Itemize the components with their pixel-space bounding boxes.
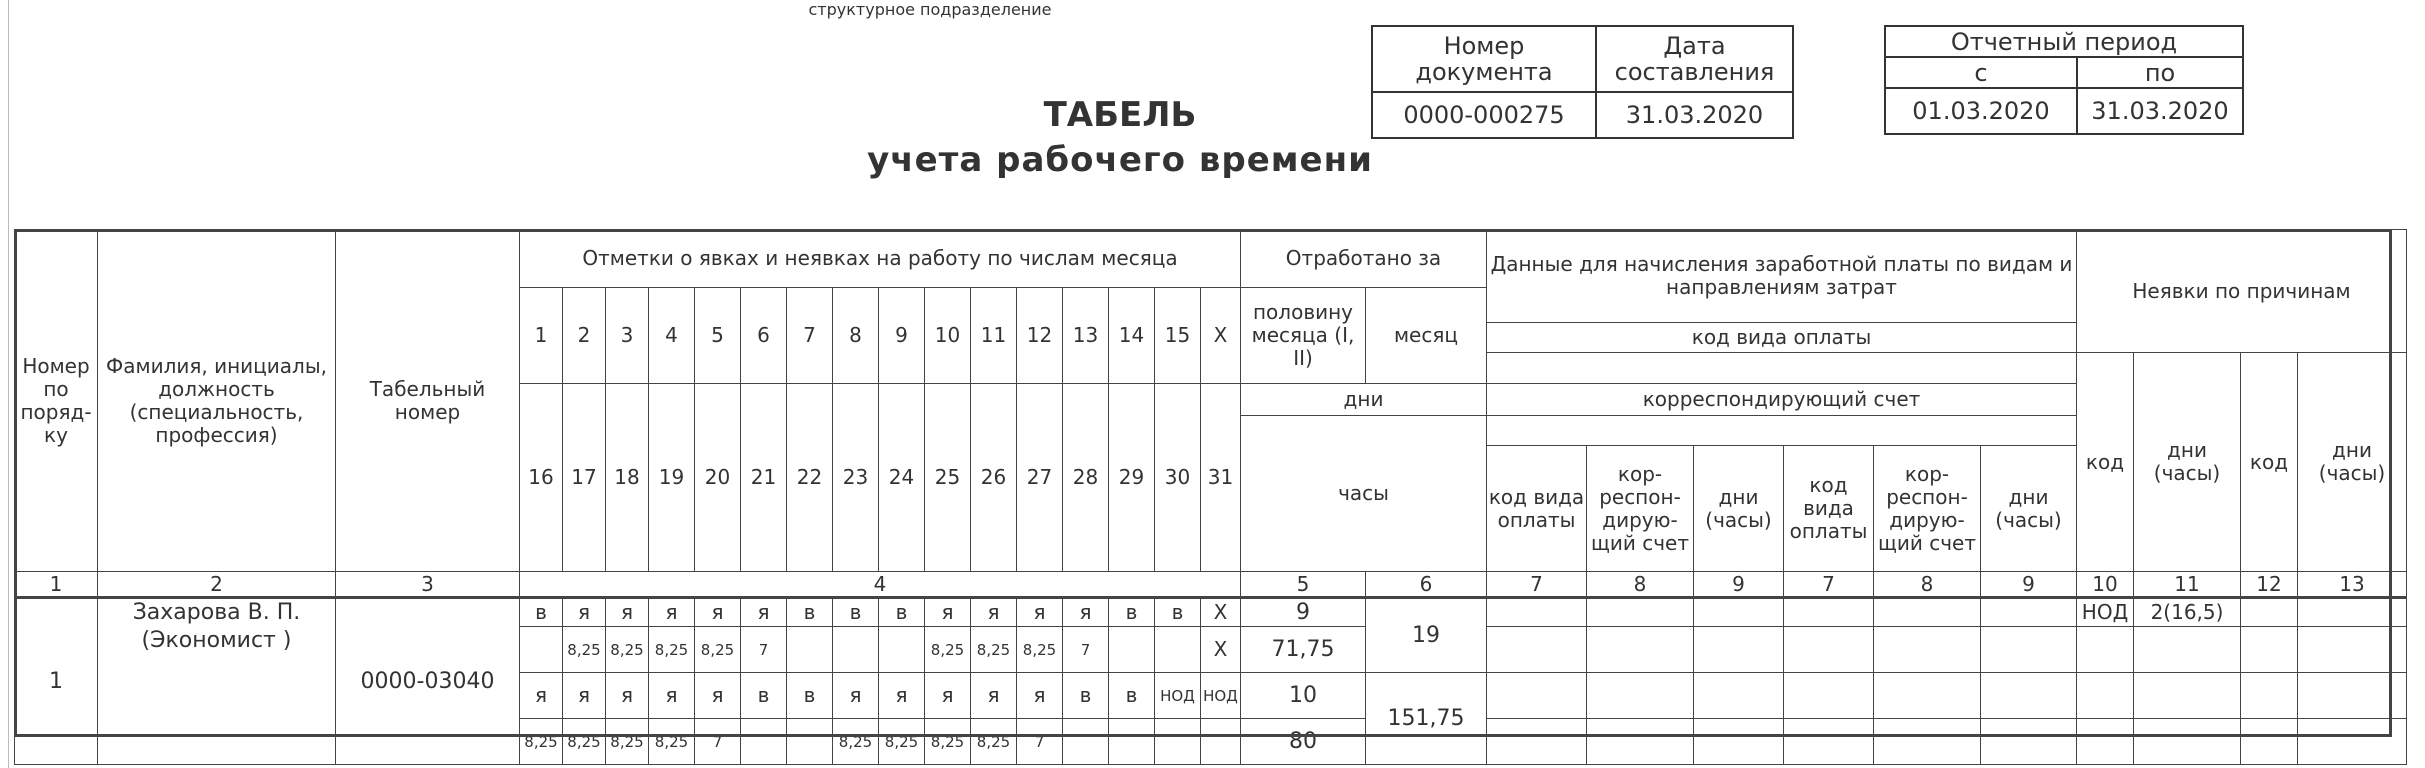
half-month-header: половину месяца (I, II) (1241, 288, 1366, 384)
col-number: 12 (2241, 572, 2298, 598)
hours-cell: 8,25 (971, 719, 1017, 765)
day-cell: 1 (520, 288, 563, 384)
day-cell: 4 (649, 288, 695, 384)
mark-cell: я (925, 673, 971, 719)
mark-cell: в (1155, 598, 1201, 627)
day-cell: 25 (925, 384, 971, 572)
hours-header: часы (1241, 416, 1487, 572)
day-cell: 12 (1017, 288, 1063, 384)
employee-position: (Экономист ) (141, 628, 292, 653)
mark-cell: в (520, 598, 563, 627)
period-box (1884, 25, 2244, 135)
pay-cell (1694, 627, 1784, 673)
pay-cell (1587, 598, 1694, 627)
mark-cell: я (520, 673, 563, 719)
mark-cell: в (787, 673, 833, 719)
page-edge-line (8, 0, 9, 768)
mark-cell: в (1109, 673, 1155, 719)
mark-cell: я (563, 598, 606, 627)
hours-cell: 7 (741, 627, 787, 673)
mark-cell: в (1063, 673, 1109, 719)
col-number: 1 (15, 572, 98, 598)
corr-account-header: корреспондирующий счет (1487, 384, 2077, 416)
day-cell: 6 (741, 288, 787, 384)
employee-index: 1 (15, 598, 98, 765)
hours-cell (879, 627, 925, 673)
pay-cell (1874, 627, 1981, 673)
absence-cell (2298, 627, 2407, 673)
mark-cell: я (971, 598, 1017, 627)
col-number: 11 (2134, 572, 2241, 598)
col-number: 7 (1487, 572, 1587, 598)
day-cell: 17 (563, 384, 606, 572)
month-hours: 151,75 (1366, 673, 1487, 765)
half2-hours: 80 (1241, 719, 1366, 765)
absence-days-value: 2(16,5) (2134, 598, 2241, 627)
hours-cell (1109, 627, 1155, 673)
half2-days: 10 (1241, 673, 1366, 719)
col-number: 8 (1874, 572, 1981, 598)
period-to-value: 31.03.2020 (2077, 88, 2243, 134)
mark-cell: я (695, 673, 741, 719)
mark-cell: я (606, 598, 649, 627)
hours-cell: 8,25 (879, 719, 925, 765)
sub-corr-header: кор-респон-дирую-щий счет (1587, 446, 1694, 572)
day-cell: 9 (879, 288, 925, 384)
pay-cell (1694, 598, 1784, 627)
pay-cell (1694, 673, 1784, 719)
absence-code-header-2: код (2241, 353, 2298, 572)
hours-cell: X (1201, 627, 1241, 673)
day-cell: 31 (1201, 384, 1241, 572)
absence-cell (2077, 719, 2134, 765)
col-number-header: Номер по поряд-ку (15, 230, 98, 572)
absence-days-header: дни (часы) (2134, 353, 2241, 572)
day-cell: 15 (1155, 288, 1201, 384)
hours-cell: 7 (1063, 627, 1109, 673)
hours-cell: 8,25 (925, 719, 971, 765)
day-cell: 8 (833, 288, 879, 384)
pay-cell (1784, 673, 1874, 719)
pay-code-header: код вида оплаты (1487, 323, 2077, 353)
col-number: 9 (1694, 572, 1784, 598)
absence-cell (2134, 719, 2241, 765)
hours-cell: 8,25 (925, 627, 971, 673)
mark-cell: я (606, 673, 649, 719)
hours-cell (833, 627, 879, 673)
col-number: 10 (2077, 572, 2134, 598)
pay-cell (1784, 627, 1874, 673)
pay-cell (1981, 598, 2077, 627)
hours-cell: 7 (695, 719, 741, 765)
day-cell: 5 (695, 288, 741, 384)
hours-cell: 8,25 (1017, 627, 1063, 673)
hours-cell (520, 627, 563, 673)
hours-cell: 7 (1017, 719, 1063, 765)
absence-cell (2077, 673, 2134, 719)
day-cell: 23 (833, 384, 879, 572)
day-cell: 20 (695, 384, 741, 572)
hours-cell: 8,25 (695, 627, 741, 673)
day-cell: 3 (606, 288, 649, 384)
hours-cell: 8,25 (520, 719, 563, 765)
mark-cell: я (741, 598, 787, 627)
mark-cell: в (1109, 598, 1155, 627)
doc-date-label: Дата составления (1596, 26, 1793, 92)
mark-cell: я (1017, 598, 1063, 627)
hours-cell (1109, 719, 1155, 765)
hours-cell: 8,25 (971, 627, 1017, 673)
mark-cell: я (649, 673, 695, 719)
day-cell: 13 (1063, 288, 1109, 384)
mark-cell: я (695, 598, 741, 627)
pay-cell (1981, 627, 2077, 673)
period-label: Отчетный период (1885, 26, 2243, 57)
pay-cell (1784, 598, 1874, 627)
absence-cell (2298, 598, 2407, 627)
mark-cell: я (1063, 598, 1109, 627)
pay-cell (1587, 719, 1694, 765)
pay-cell (1587, 627, 1694, 673)
mark-cell: X (1201, 598, 1241, 627)
pay-cell (1981, 719, 2077, 765)
day-cell: 30 (1155, 384, 1201, 572)
hours-cell: 8,25 (563, 719, 606, 765)
day-cell: 29 (1109, 384, 1155, 572)
mark-cell: я (879, 673, 925, 719)
hours-cell (1155, 627, 1201, 673)
pay-cell (1487, 627, 1587, 673)
col-number: 6 (1366, 572, 1487, 598)
day-cell: 11 (971, 288, 1017, 384)
absence-days-header-2: дни (часы) (2298, 353, 2407, 572)
day-cell: 22 (787, 384, 833, 572)
absence-cell (2298, 719, 2407, 765)
col-number: 13 (2298, 572, 2407, 598)
absence-cell (2241, 719, 2298, 765)
mark-cell: в (879, 598, 925, 627)
mark-cell: НОД (1155, 673, 1201, 719)
doc-number-value: 0000-000275 (1372, 92, 1596, 138)
hours-cell: 8,25 (606, 719, 649, 765)
sub-code-header-2: код вида оплаты (1784, 446, 1874, 572)
employee-name-cell (98, 598, 336, 765)
absence-cell (2077, 627, 2134, 673)
half1-hours: 71,75 (1241, 627, 1366, 673)
hours-cell: 8,25 (649, 719, 695, 765)
hours-cell (1155, 719, 1201, 765)
hours-cell: 8,25 (563, 627, 606, 673)
period-from-value: 01.03.2020 (1885, 88, 2077, 134)
col-number: 4 (520, 572, 1241, 598)
mark-cell: я (925, 598, 971, 627)
pay-cell (1487, 719, 1587, 765)
day-cell: 14 (1109, 288, 1155, 384)
sub-days-header-2: дни (часы) (1981, 446, 2077, 572)
absence-cell (2134, 673, 2241, 719)
mark-cell: я (833, 673, 879, 719)
pay-cell (1487, 673, 1587, 719)
day-cell: 7 (787, 288, 833, 384)
hours-cell (1063, 719, 1109, 765)
document-title: ТАБЕЛЬ (1043, 95, 1197, 135)
worked-header: Отработано за (1241, 230, 1487, 288)
employee-tab-number: 0000-03040 (336, 598, 520, 765)
sub-code-header: код вида оплаты (1487, 446, 1587, 572)
day-cell: 16 (520, 384, 563, 572)
day-cell: X (1201, 288, 1241, 384)
period-from-label: с (1885, 57, 2077, 88)
absence-cell (2298, 673, 2407, 719)
day-cell: 24 (879, 384, 925, 572)
day-cell: 2 (563, 288, 606, 384)
timesheet-table (14, 229, 2407, 765)
pay-cell (1487, 598, 1587, 627)
mark-cell: я (971, 673, 1017, 719)
col-number: 7 (1784, 572, 1874, 598)
hours-cell (787, 719, 833, 765)
pay-cell (1981, 673, 2077, 719)
sub-corr-header-2: кор-респон-дирую-щий счет (1874, 446, 1981, 572)
day-cell: 28 (1063, 384, 1109, 572)
absence-cell (2241, 598, 2298, 627)
col-number: 9 (1981, 572, 2077, 598)
col-number: 3 (336, 572, 520, 598)
pay-cell (1587, 673, 1694, 719)
mark-cell: я (1017, 673, 1063, 719)
col-number: 5 (1241, 572, 1366, 598)
period-to-label: по (2077, 57, 2243, 88)
mark-cell: я (649, 598, 695, 627)
half1-days: 9 (1241, 598, 1366, 627)
mark-cell: НОД (1201, 673, 1241, 719)
hours-cell: 8,25 (606, 627, 649, 673)
doc-number-label: Номер документа (1372, 26, 1596, 92)
absence-code-header: код (2077, 353, 2134, 572)
absence-header: Неявки по причинам (2077, 230, 2407, 353)
subunit-caption: структурное подразделение (808, 0, 1052, 19)
mark-cell: в (787, 598, 833, 627)
day-cell: 18 (606, 384, 649, 572)
document-subtitle: учета рабочего времени (867, 140, 1373, 180)
hours-cell (1201, 719, 1241, 765)
col-name-header: Фамилия, инициалы, должность (специальность, профессия) (98, 230, 336, 572)
pay-cell (1784, 719, 1874, 765)
employee-name: Захарова В. П. (132, 600, 301, 625)
hours-cell: 8,25 (649, 627, 695, 673)
hours-cell (787, 627, 833, 673)
col-number: 8 (1587, 572, 1694, 598)
mark-cell: в (741, 673, 787, 719)
day-cell: 19 (649, 384, 695, 572)
sub-days-header: дни (часы) (1694, 446, 1784, 572)
absence-cell (2134, 627, 2241, 673)
absence-cell (2241, 673, 2298, 719)
col-tab-header: Табельный номер (336, 230, 520, 572)
pay-data-header: Данные для начисления заработной платы по видам и направлениям затрат (1487, 230, 2077, 323)
absence-code-value: НОД (2077, 598, 2134, 627)
days-header: дни (1241, 384, 1487, 416)
doc-info-box (1371, 25, 1794, 139)
absence-cell (2241, 627, 2298, 673)
col-number: 2 (98, 572, 336, 598)
pay-cell (1694, 719, 1784, 765)
col-marks-header: Отметки о явках и неявках на работу по числам месяца (520, 230, 1241, 288)
month-days: 19 (1366, 598, 1487, 673)
mark-cell: я (563, 673, 606, 719)
pay-cell (1874, 598, 1981, 627)
mark-cell: в (833, 598, 879, 627)
hours-cell: 8,25 (833, 719, 879, 765)
pay-cell (1874, 719, 1981, 765)
day-cell: 10 (925, 288, 971, 384)
pay-code-blank (1487, 353, 2077, 384)
corr-account-blank (1487, 416, 2077, 446)
hours-cell (741, 719, 787, 765)
pay-cell (1874, 673, 1981, 719)
month-header: месяц (1366, 288, 1487, 384)
doc-date-value: 31.03.2020 (1596, 92, 1793, 138)
day-cell: 26 (971, 384, 1017, 572)
day-cell: 27 (1017, 384, 1063, 572)
day-cell: 21 (741, 384, 787, 572)
